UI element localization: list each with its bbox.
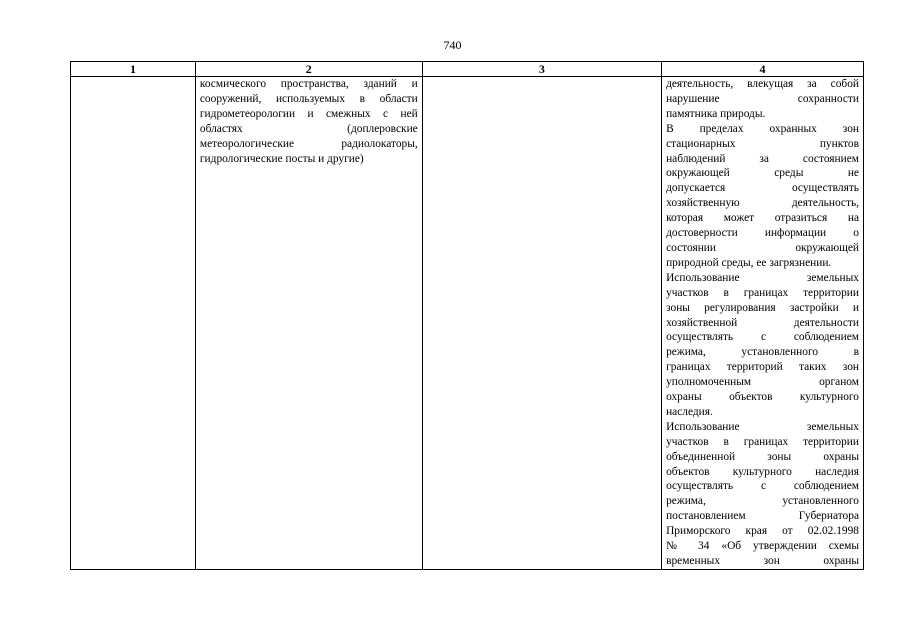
cell-column-3 [422,77,661,570]
text-line: осуществлять с соблюдением [666,480,859,493]
column-2-text [200,77,418,166]
text-line: нарушение сохранности [666,92,859,105]
text-line: деятельность, влекущая за собой [666,78,859,90]
column-header-2: 2 [195,62,422,77]
text-line: охраны объектов культурного [666,391,859,404]
text-line: которая может отразиться на [666,212,859,225]
text-line: объединенной зоны охраны [666,450,859,463]
text-line: объектов культурного наследия [666,465,859,478]
page-number: 740 [443,38,462,52]
text-line: окружающей среды не [666,167,859,180]
text-line: допускается осуществлять [666,182,859,195]
text-line: метеорологические радиолокаторы, [199,137,418,150]
text-line: Использование земельных [666,420,859,433]
text-line: осуществлять с соблюдением [666,331,859,344]
text-line: режима, установленного [666,495,859,508]
text-line: состоянии окружающей [666,241,859,254]
text-line: хозяйственную деятельность, [666,197,859,210]
text-line: границах территорий таких зон [666,361,859,374]
text-line: гидрометеорологии и смежных с ней [199,107,418,120]
text-line: уполномоченным органом [666,376,859,389]
text-line: наследия. [666,405,713,418]
table-row [71,77,864,570]
column-header-3: 3 [422,62,661,77]
column-4-text [666,77,859,569]
cell-column-4 [662,77,864,570]
text-line: режима, установленного в [666,346,859,359]
text-line: Приморского края от 02.02.1998 [666,525,859,538]
table-header-row [71,62,864,77]
text-line: стационарных пунктов [666,137,859,150]
text-line: Использование земельных [666,271,859,284]
text-line: природной среды, ее загрязнении. [666,256,832,269]
text-line: областях (доплеровские [199,122,418,135]
cell-column-1 [71,77,196,570]
text-line: сооружений, используемых в области [199,92,418,105]
text-line: достоверности информации о [666,227,859,240]
text-line: памятника природы. [666,107,766,120]
text-line: постановлением Губернатора [666,510,859,523]
text-line: № 34 «Об утверждении схемы [666,540,859,553]
document-table [70,61,864,570]
text-line: зоны регулирования застройки и [666,301,859,314]
cell-column-2 [195,77,422,570]
text-line: хозяйственной деятельности [666,316,859,329]
text-line: В пределах охранных зон [666,122,859,135]
text-line: наблюдений за состоянием [666,152,859,165]
column-header-1: 1 [71,62,196,77]
column-header-4: 4 [662,62,864,77]
text-line: космического пространства, зданий и [199,78,418,90]
text-line: участков в границах территории [666,435,859,448]
text-line: временных зон охраны [666,555,859,567]
text-line: участков в границах территории [666,286,859,299]
text-line: гидрологические посты и другие) [199,152,364,165]
